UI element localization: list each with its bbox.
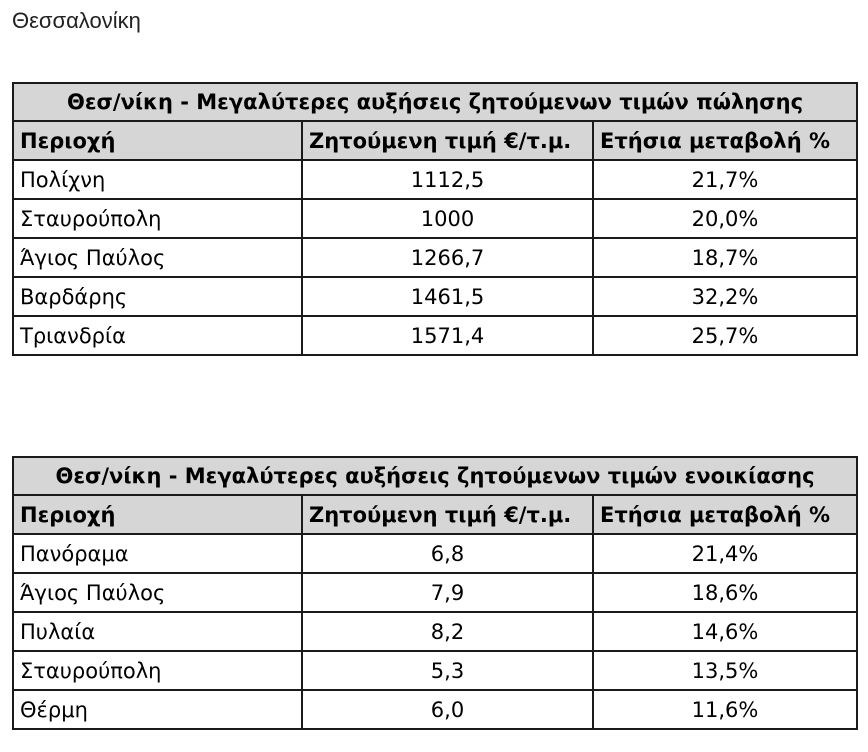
table-row [13,534,857,573]
price-cell: 1266,7 [302,238,593,277]
table-row [13,690,857,729]
column-header-area: Περιοχή [13,121,302,160]
change-cell: 32,2% [593,277,857,316]
area-cell: Πυλαία [13,612,302,651]
price-cell: 1112,5 [302,160,593,199]
area-cell: Θέρμη [13,690,302,729]
area-cell: Άγιος Παύλος [13,573,302,612]
price-cell: 8,2 [302,612,593,651]
table-title: Θεσ/νίκη - Μεγαλύτερες αυξήσεις ζητούμενων τιμών ενοικίασης [13,457,857,495]
area-cell: Σταυρούπολη [13,199,302,238]
change-cell: 21,7% [593,160,857,199]
page-heading: Θεσσαλονίκη [12,8,141,33]
change-cell: 20,0% [593,199,857,238]
column-header-price: Ζητούμενη τιμή €/τ.μ. [302,495,593,534]
table-row [13,316,857,355]
price-cell: 1461,5 [302,277,593,316]
table-row [13,612,857,651]
column-header-change: Ετήσια μεταβολή % [593,495,857,534]
change-cell: 13,5% [593,651,857,690]
change-cell: 18,7% [593,238,857,277]
price-cell: 5,3 [302,651,593,690]
change-cell: 25,7% [593,316,857,355]
column-header-change: Ετήσια μεταβολή % [593,121,857,160]
area-cell: Τριανδρία [13,316,302,355]
area-cell: Άγιος Παύλος [13,238,302,277]
table-row [13,651,857,690]
price-cell: 6,8 [302,534,593,573]
change-cell: 18,6% [593,573,857,612]
table-row [13,199,857,238]
price-cell: 7,9 [302,573,593,612]
area-cell: Πανόραμα [13,534,302,573]
column-header-price: Ζητούμενη τιμή €/τ.μ. [302,121,593,160]
price-cell: 6,0 [302,690,593,729]
column-header-area: Περιοχή [13,495,302,534]
table-row [13,160,857,199]
area-cell: Πολίχνη [13,160,302,199]
table-row [13,238,857,277]
table-row [13,573,857,612]
table-title: Θεσ/νίκη - Μεγαλύτερες αυξήσεις ζητούμενων τιμών πώλησης [13,83,857,121]
change-cell: 21,4% [593,534,857,573]
price-cell: 1000 [302,199,593,238]
sales-price-table [12,82,858,356]
rent-price-table [12,456,858,730]
table-row [13,277,857,316]
change-cell: 11,6% [593,690,857,729]
area-cell: Βαρδάρης [13,277,302,316]
change-cell: 14,6% [593,612,857,651]
price-cell: 1571,4 [302,316,593,355]
area-cell: Σταυρούπολη [13,651,302,690]
